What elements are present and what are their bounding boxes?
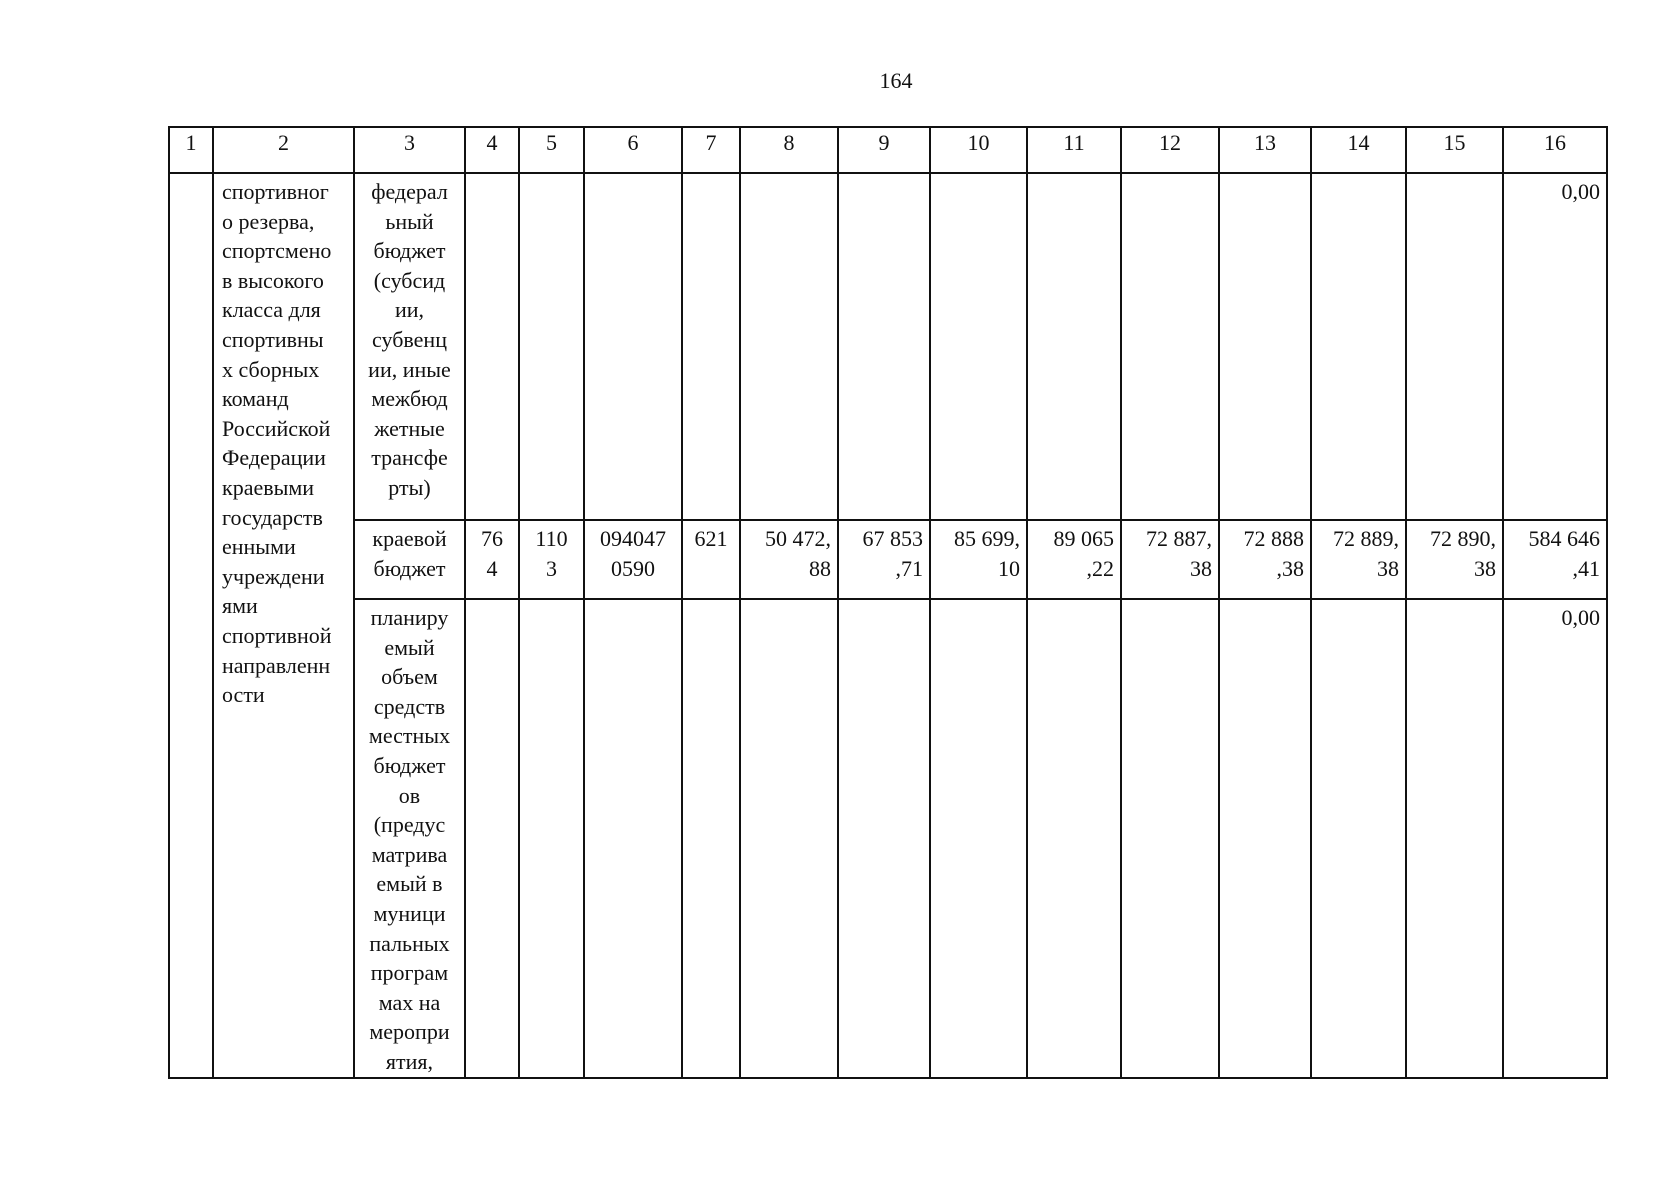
table-cell-empty: [1406, 173, 1503, 520]
measure-description: спортивног о резерва, спортсмено в высокого класса для спортивны х сборных команд Российской Федерации краевыми государств енными учреждени ями спортивной направленн ости: [213, 173, 354, 1078]
column-header: 12: [1121, 127, 1219, 173]
table-cell-empty: [1311, 599, 1406, 1078]
total-value: 0,00: [1503, 173, 1607, 520]
table-cell-empty: [1219, 599, 1311, 1078]
column-header: 13: [1219, 127, 1311, 173]
section-code: 110 3: [519, 520, 584, 599]
year-value: 72 889, 38: [1311, 520, 1406, 599]
header-row: [169, 127, 1607, 173]
table-cell-empty: [169, 173, 213, 1078]
page-number: 164: [879, 68, 913, 93]
funding-source: краевой бюджет: [354, 520, 465, 599]
table-cell-empty: [584, 599, 682, 1078]
table-cell-empty: [930, 173, 1027, 520]
column-header: 4: [465, 127, 519, 173]
year-value: 50 472, 88: [740, 520, 838, 599]
funding-source: планиру емый объем средств местных бюджет ов (предус матрива емый в муници пальных програм мах на меропри ятия,: [354, 599, 465, 1078]
year-value: 72 890, 38: [1406, 520, 1503, 599]
year-value: 72 887, 38: [1121, 520, 1219, 599]
table-cell-empty: [930, 599, 1027, 1078]
column-header: 2: [213, 127, 354, 173]
table-cell-empty: [682, 173, 740, 520]
column-header: 6: [584, 127, 682, 173]
year-value: 67 853 ,71: [838, 520, 930, 599]
table-cell-empty: [740, 173, 838, 520]
table-row-local-budgets: [169, 599, 1607, 1078]
column-header: 7: [682, 127, 740, 173]
table-cell-empty: [1406, 599, 1503, 1078]
target-article-code: 094047 0590: [584, 520, 682, 599]
table-cell-empty: [838, 599, 930, 1078]
table-cell-empty: [1121, 599, 1219, 1078]
table-cell-empty: [1311, 173, 1406, 520]
table-cell-empty: [682, 599, 740, 1078]
column-header: 3: [354, 127, 465, 173]
year-value: 85 699, 10: [930, 520, 1027, 599]
budget-table: [168, 126, 1608, 1079]
column-header: 16: [1503, 127, 1607, 173]
column-header: 11: [1027, 127, 1121, 173]
table-cell-empty: [1219, 173, 1311, 520]
year-value: 72 888 ,38: [1219, 520, 1311, 599]
table-cell-empty: [1027, 173, 1121, 520]
table-cell-empty: [519, 599, 584, 1078]
table-cell-empty: [1027, 599, 1121, 1078]
column-header: 8: [740, 127, 838, 173]
ministry-code: 76 4: [465, 520, 519, 599]
funding-source: федерал ьный бюджет (субсид ии, субвенц ии, иные межбюд жетные трансфе рты): [354, 173, 465, 520]
column-header: 10: [930, 127, 1027, 173]
table-cell-empty: [519, 173, 584, 520]
table-cell-empty: [740, 599, 838, 1078]
table-cell-empty: [465, 599, 519, 1078]
expense-type-code: 621: [682, 520, 740, 599]
total-value: 584 646 ,41: [1503, 520, 1607, 599]
column-header: 15: [1406, 127, 1503, 173]
table-cell-empty: [584, 173, 682, 520]
column-header: 1: [169, 127, 213, 173]
table-cell-empty: [465, 173, 519, 520]
column-header: 9: [838, 127, 930, 173]
column-header: 5: [519, 127, 584, 173]
table-row-federal-budget: [169, 173, 1607, 520]
table-cell-empty: [838, 173, 930, 520]
year-value: 89 065 ,22: [1027, 520, 1121, 599]
table-row-regional-budget: [169, 520, 1607, 599]
column-header: 14: [1311, 127, 1406, 173]
total-value: 0,00: [1503, 599, 1607, 1078]
table-cell-empty: [1121, 173, 1219, 520]
